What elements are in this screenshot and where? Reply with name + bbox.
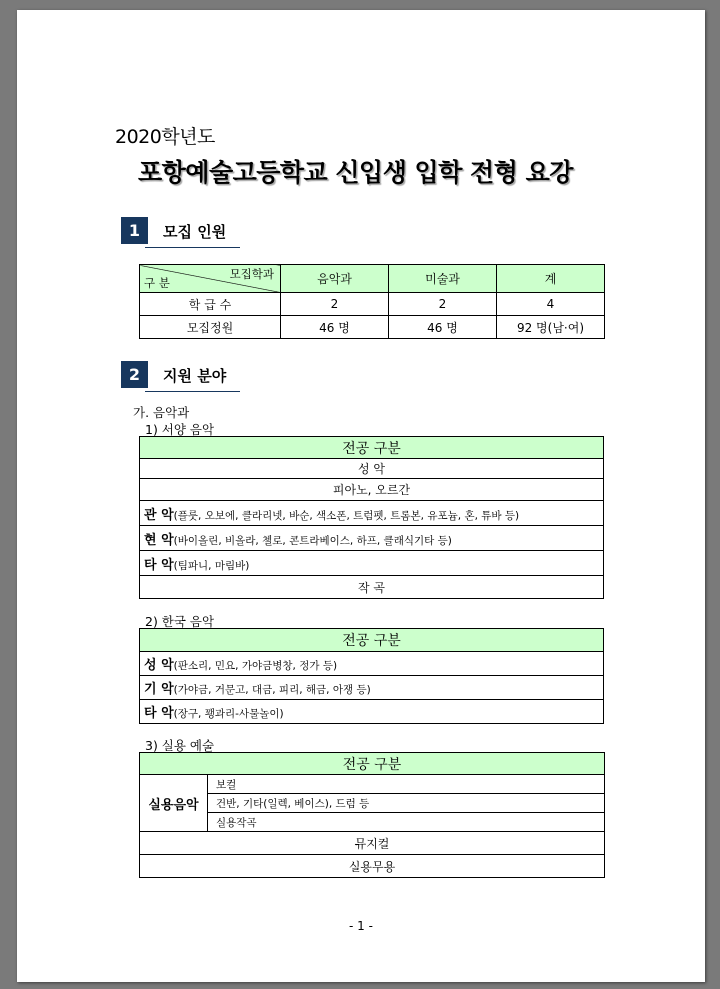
table-row [140, 576, 604, 599]
western-music-table [139, 436, 604, 599]
major-cell: 뮤지컬 [140, 832, 605, 855]
group-item: 보컬 [208, 775, 605, 794]
korean-music-label: 2) 한국 음악 [145, 614, 215, 629]
applied-arts-label: 3) 실용 예술 [145, 738, 215, 753]
major-category: 현 악 [144, 532, 174, 548]
table-row [140, 775, 605, 794]
practical-music-group: 실용음악 [140, 775, 208, 832]
page-number: - 1 - [349, 919, 373, 933]
table-row [140, 794, 605, 813]
table-row [140, 652, 604, 676]
column-header: 미술과 [389, 265, 497, 293]
major-instruments: (팀파니, 마림바) [173, 559, 250, 572]
major-cell: 성 악 [140, 459, 604, 479]
corner-top-label: 모집학과 [229, 267, 274, 281]
table-row [140, 479, 604, 501]
major-cell: 피아노, 오르간 [140, 479, 604, 501]
major-instruments: (판소리, 민요, 가야금병창, 정가 등) [173, 660, 338, 672]
table-row [140, 551, 604, 576]
table-cell: 92 명(남·여) [497, 316, 605, 339]
table-cell: 46 명 [389, 316, 497, 339]
table-header: 전공 구분 [140, 629, 604, 652]
column-header: 계 [497, 265, 605, 293]
table-cell: 2 [281, 293, 389, 316]
table-row [140, 501, 604, 526]
major-category: 성 악 [144, 658, 174, 673]
western-music-label: 1) 서양 음악 [145, 422, 215, 437]
major-category: 타 악 [144, 706, 174, 721]
table-row [140, 293, 605, 316]
major-category: 관 악 [144, 507, 174, 523]
section-2-title: 지원 분야 [145, 365, 240, 392]
column-header: 음악과 [281, 265, 389, 293]
table-row [140, 676, 604, 700]
major-instruments: (가야금, 거문고, 대금, 피리, 해금, 아쟁 등) [173, 684, 371, 696]
major-instruments: (플룻, 오보에, 클라리넷, 바순, 색소폰, 트럼펫, 트롬본, 유포늄, 혼, 튜바 등) [173, 509, 520, 522]
major-category: 기 악 [144, 682, 174, 697]
table-cell: 46 명 [281, 316, 389, 339]
table-corner-header [140, 265, 281, 293]
table-row [140, 832, 605, 855]
section-2-number: 2 [121, 361, 148, 388]
korean-music-table [139, 628, 604, 724]
table-row [140, 459, 604, 479]
row-label: 모집정원 [140, 316, 281, 339]
major-category: 타 악 [144, 557, 174, 573]
academic-year: 2020학년도 [115, 126, 215, 148]
table-row [140, 813, 605, 832]
table-header: 전공 구분 [140, 437, 604, 459]
corner-bottom-label: 구 분 [144, 276, 170, 290]
applied-arts-table [139, 752, 605, 878]
table-row [140, 526, 604, 551]
table-cell: 2 [389, 293, 497, 316]
row-label: 학 급 수 [140, 293, 281, 316]
page-title: 포항예술고등학교 신입생 입학 전형 요강 [138, 158, 573, 187]
major-cell: 실용무용 [140, 855, 605, 878]
major-instruments: (바이올린, 비올라, 첼로, 콘트라베이스, 하프, 클래식기타 등) [173, 534, 452, 547]
document-page [17, 10, 705, 982]
group-item: 건반, 기타(일렉, 베이스), 드럼 등 [208, 794, 605, 813]
section-1-number: 1 [121, 217, 148, 244]
group-item: 실용작곡 [208, 813, 605, 832]
table-row [140, 700, 604, 724]
table-row [140, 316, 605, 339]
table-header: 전공 구분 [140, 753, 605, 775]
major-instruments: (장구, 꽹과리-사물놀이) [173, 708, 284, 720]
table-row [140, 855, 605, 878]
music-dept-label: 가. 음악과 [133, 405, 190, 420]
section-1-title: 모집 인원 [145, 221, 240, 248]
major-cell: 작 곡 [140, 576, 604, 599]
recruitment-table [139, 264, 605, 339]
table-cell: 4 [497, 293, 605, 316]
